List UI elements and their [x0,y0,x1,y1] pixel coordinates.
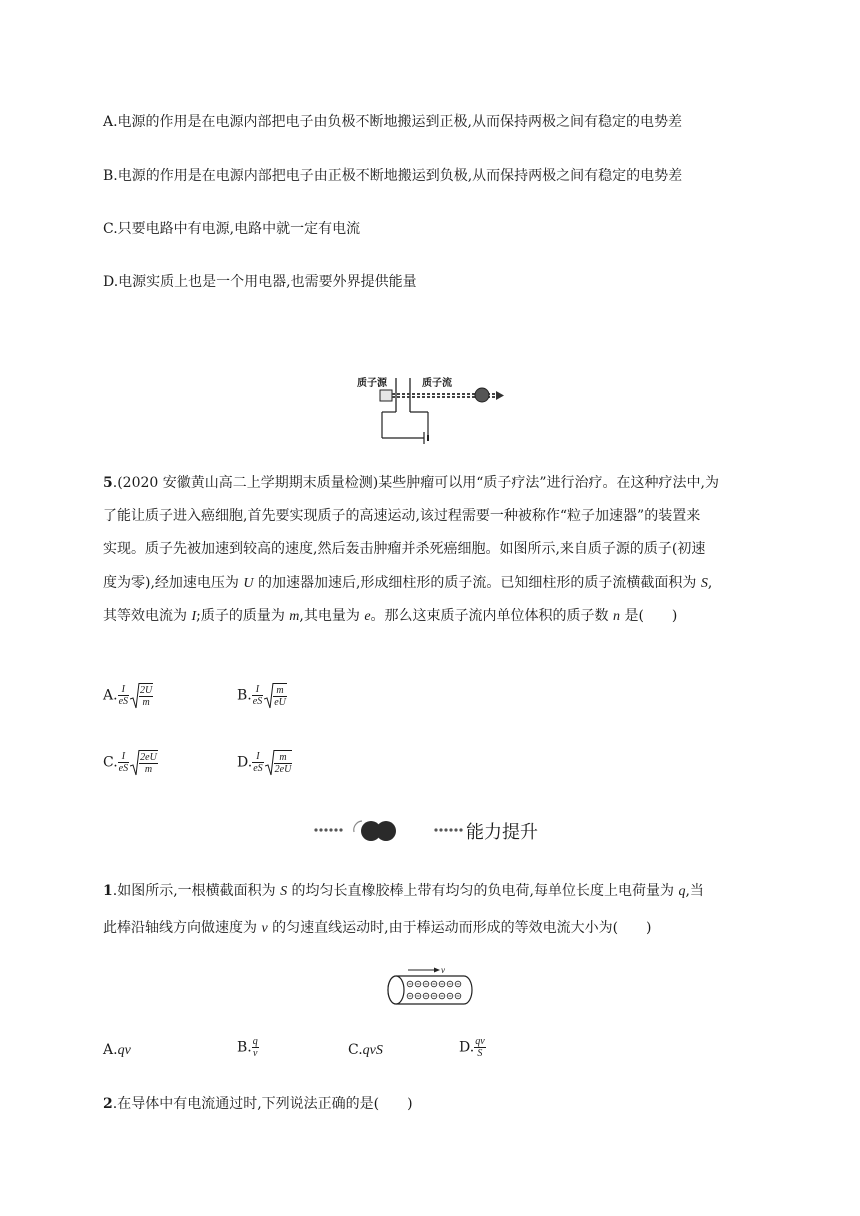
p1-option-c: C.qvS [348,1042,383,1058]
proton-accelerator-diagram [354,372,514,444]
q5-option-d: D. $\frac{I}{eS}$ $\frac{m}{2eU}$ [237,751,292,775]
p1-option-b: B. $\frac{q}{v}$ [237,1036,258,1059]
q5-line-2: 了能让质子进入癌细胞,首先要实现质子的高速运动,该过程需要一种被称作“粒子加速器”的装置来 [103,508,701,524]
p1-line-2: 此棒沿轴线方向做速度为 v 的匀速直线运动时,由于棒运动而形成的等效电流大小为( ) [103,920,652,936]
section-title: 能力提升 [466,822,538,843]
q4-option-d: D.电源实质上也是一个用电器,也需要外界提供能量 [103,274,417,290]
q5-option-a: A. $\frac{I}{eS}$ $\frac{2U}{m}$ [103,684,153,708]
q5-option-b: B. $\frac{I}{eS}$ $\frac{m}{eU}$ [237,684,286,708]
q5-line-5: 其等效电流为 I;质子的质量为 m,其电量为 e。那么这束质子流内单位体积的质子数 n 是( ) [103,608,678,624]
q4-option-a: A.电源的作用是在电源内部把电子由负极不断地搬运到正极,从而保持两极之间有稳定的电势差 [103,114,683,130]
charged-rod-diagram [384,964,476,1008]
q5-line-4: 度为零),经加速电压为 U 的加速器加速后,形成细柱形的质子流。已知细柱形的质子流横截面积为 S, [103,575,713,591]
q4-option-c: C.只要电路中有电源,电路中就一定有电流 [103,221,361,237]
proton-accelerator-figure [354,372,514,444]
charged-rod-figure [384,964,476,1008]
p1-option-d: D. $\frac{qv}{S}$ [459,1036,485,1059]
velocity-label: v [441,965,445,975]
p1-line-1: 1.如图所示,一根横截面积为 S 的均匀长直橡胶棒上带有均匀的负电荷,每单位长度上电荷量为 q,当 [103,883,704,899]
q5-line-3: 实现。质子先被加速到较高的速度,然后轰击肿瘤并杀死癌细胞。如图所示,来自质子源的质子(初速 [103,541,706,557]
question-number: 1 [103,883,113,899]
question-number: 2 [103,1096,113,1112]
label-proton-source: 质子源 [357,378,387,389]
p2-line-1: 2.在导体中有电流通过时,下列说法正确的是( ) [103,1096,413,1112]
p1-option-a: A.qv [103,1042,131,1058]
section-header [310,812,570,848]
q4-option-b: B.电源的作用是在电源内部把电子由正极不断地搬运到负极,从而保持两极之间有稳定的电势差 [103,168,683,184]
q5-option-c: C. $\frac{I}{eS}$ $\frac{2eU}{m}$ [103,751,157,775]
question-number: 5 [103,475,113,491]
section-decoration-icon [310,812,470,848]
q5-line-1 [103,473,719,493]
label-proton-flow: 质子流 [422,378,452,389]
q5-text: .(2020 安徽黄山高二上学期期末质量检测)某些肿瘤可以用“质子疗法”进行治疗。在这种疗法中,为 [112,475,719,491]
